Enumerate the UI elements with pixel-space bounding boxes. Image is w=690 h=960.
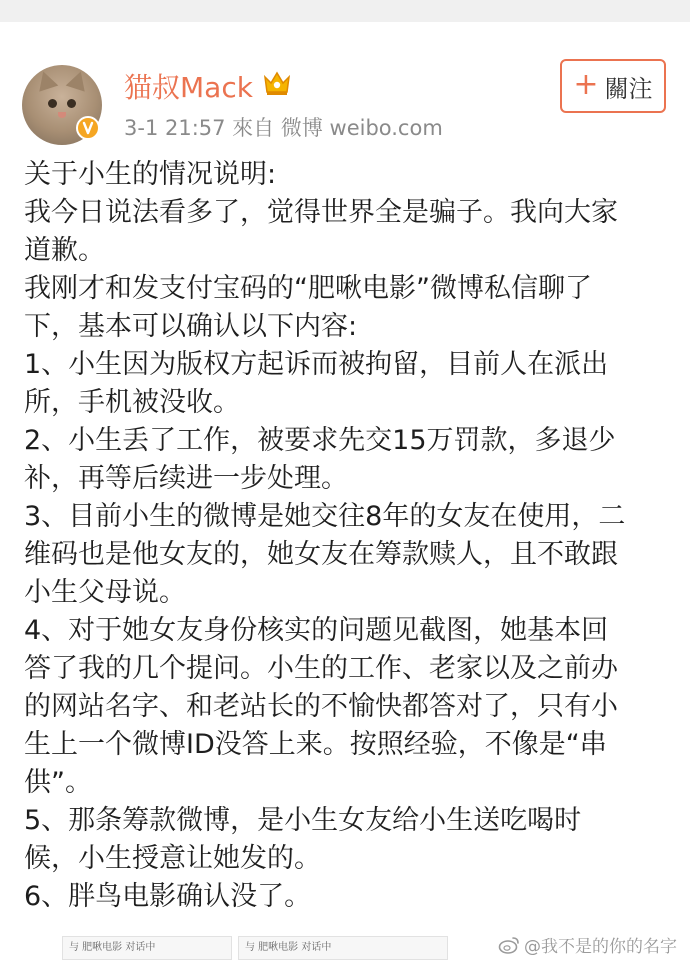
post-line: 关于小生的情况说明: [24, 159, 277, 190]
weibo-logo-icon [498, 935, 520, 955]
post-line: 我今日说法看多了，觉得世界全是骗子。我向大家 [24, 197, 618, 228]
attachment-thumbnail[interactable]: 与 肥啾电影 对话中 [238, 936, 448, 960]
author-name[interactable]: 猫叔Mack [124, 71, 253, 104]
post-line: 道歉。 [24, 235, 105, 266]
post-line: 3、目前小生的微博是她交往8年的女友在使用，二 [24, 501, 626, 532]
post-line: 1、小生因为版权方起诉而被拘留，目前人在派出 [24, 349, 609, 380]
post-line: 所，手机被没收。 [24, 387, 240, 418]
verified-badge-icon [76, 116, 100, 140]
post-line: 生上一个微博ID没答上来。按照经验，不像是“串 [24, 729, 607, 760]
post-line: 供”。 [24, 767, 92, 798]
top-divider-strip [0, 0, 690, 22]
post-timestamp-source: 3-1 21:57 來自 微博 weibo.com [124, 116, 443, 140]
crown-vip-icon [262, 68, 292, 98]
post-line: 下，基本可以确认以下内容: [24, 311, 358, 342]
avatar-ear-right [66, 68, 91, 91]
avatar-eye-right [67, 99, 76, 108]
plus-icon: + [573, 66, 599, 102]
post-line: 2、小生丢了工作，被要求先交15万罚款，多退少 [24, 425, 616, 456]
avatar-nose [58, 112, 66, 118]
post-line: 5、那条筹款微博，是小生女友给小生送吃喝时 [24, 805, 582, 836]
follow-button[interactable] [560, 59, 666, 113]
post-line: 我刚才和发支付宝码的“肥啾电影”微博私信聊了 [24, 273, 592, 304]
avatar-ear-left [34, 68, 59, 91]
post-line: 6、胖鸟电影确认没了。 [24, 881, 312, 912]
post-line: 答了我的几个提问。小生的工作、老家以及之前办 [24, 653, 618, 684]
watermark-text: @我不是的你的名字 [524, 937, 677, 957]
post-line: 候，小生授意让她发的。 [24, 843, 321, 874]
avatar-eye-left [48, 99, 57, 108]
post-line: 的网站名字、和老站长的不愉快都答对了，只有小 [24, 691, 618, 722]
watermark [498, 932, 677, 957]
follow-button-label: 關注 [604, 74, 653, 103]
post-line: 小生父母说。 [24, 577, 186, 608]
post-body [24, 156, 674, 916]
post-line: 4、对于她女友身份核实的问题见截图，她基本回 [24, 615, 609, 646]
post-line: 维码也是他女友的，她女友在筹款赎人，且不敢跟 [24, 539, 618, 570]
attachment-thumbnail[interactable]: 与 肥啾电影 对话中 [62, 936, 232, 960]
post-line: 补，再等后续进一步处理。 [24, 463, 348, 494]
